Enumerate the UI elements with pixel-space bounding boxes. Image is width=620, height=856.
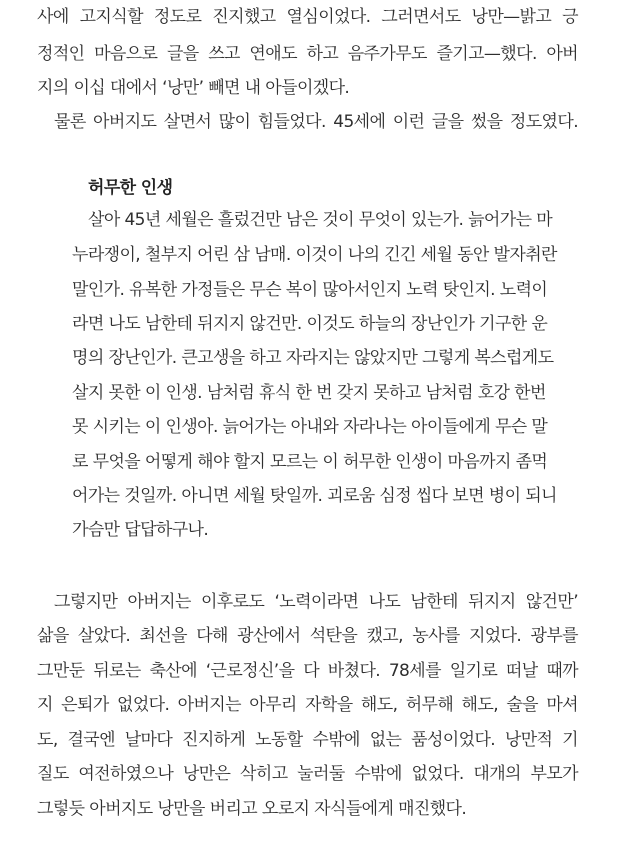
poem-line: 어가는 것일까. 아니면 세월 탓일까. 괴로움 심정 씹다 보면 병이 되니	[72, 486, 557, 506]
poem-line: 라면 나도 남한테 뒤지지 않건만. 이것도 하늘의 장난인가 기구한 운	[72, 314, 548, 334]
text-line: 사에 고지식할 정도로 진지했고 열심이었다. 그러면서도 낭만—밝고 긍	[37, 7, 578, 27]
poem-line: 명의 장난인가. 큰고생을 하고 자라지는 않았지만 그렇게 복스럽게도	[72, 348, 554, 368]
poem-line: 살아 45년 세월은 흘렀건만 남은 것이 무엇이 있는가. 늙어가는 마	[88, 210, 553, 230]
poem-line: 말인가. 유복한 가정들은 무슨 복이 많아서인지 노력 탓인지. 노력이	[72, 280, 548, 300]
text-line: 질도 여전하였으나 낭만은 삭히고 눌러둘 수밖에 없었다. 대개의 부모가	[37, 764, 578, 784]
text-line: 그렇지만 아버지는 이후로도 ‘노력이라면 나도 남한테 뒤지지 않건만’	[54, 592, 578, 612]
poem-line: 누라쟁이, 철부지 어린 삼 남매. 이것이 나의 긴긴 세월 동안 발자취란	[72, 245, 557, 265]
text-line: 정적인 마음으로 글을 쓰고 연애도 하고 음주가무도 즐기고—했다. 아버	[37, 44, 578, 64]
poem-line: 로 무엇을 어떻게 해야 할지 모르는 이 허무한 인생이 마음까지 좀먹	[72, 452, 548, 472]
text-line: 지의 이십 대에서 ‘낭만’ 빼면 내 아들이겠다.	[37, 78, 350, 98]
text-line: 물론 아버지도 살면서 많이 힘들었다. 45세에 이런 글을 썼을 정도였다.	[54, 112, 578, 132]
poem-line: 가슴만 답답하구나.	[72, 520, 209, 540]
poem-line: 못 시키는 이 인생아. 늙어가는 아내와 자라나는 아이들에게 무슨 말	[72, 417, 548, 437]
poem-line: 살지 못한 이 인생. 남처럼 휴식 한 번 갖지 못하고 남처럼 호강 한번	[72, 383, 546, 403]
poem-title: 허무한 인생	[88, 178, 173, 198]
text-line: 삶을 살았다. 최선을 다해 광산에서 석탄을 캤고, 농사를 지었다. 광부를	[37, 626, 578, 646]
text-line: 그만둔 뒤로는 축산에 ‘근로정신’을 다 바쳤다. 78세를 일기로 떠날 때까	[37, 661, 578, 681]
text-line: 그렇듯 아버지도 낭만을 버리고 오로지 자식들에게 매진했다.	[37, 799, 467, 819]
text-line: 지 은퇴가 없었다. 아버지는 아무리 자학을 해도, 허무해 해도, 술을 마셔	[37, 695, 578, 715]
text-line: 도, 결국엔 날마다 진지하게 노동할 수밖에 없는 품성이었다. 낭만적 기	[37, 730, 578, 750]
